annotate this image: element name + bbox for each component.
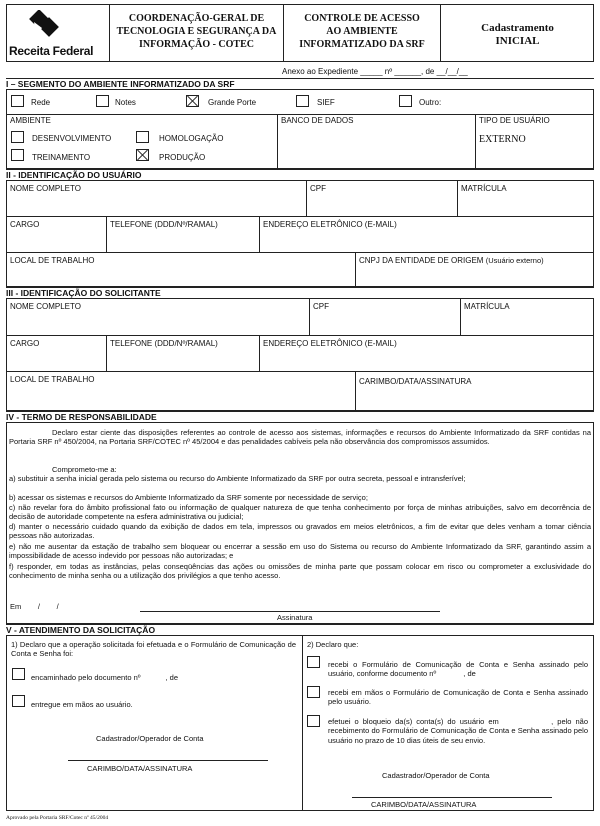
- usuario-cnpj-label: CNPJ DA ENTIDADE DE ORIGEM (Usuário externo): [359, 256, 544, 265]
- bloqueio-checkbox[interactable]: [307, 715, 320, 727]
- homologacao-checkbox[interactable]: [136, 131, 149, 143]
- banco-dados-label: BANCO DE DADOS: [281, 116, 354, 125]
- usuario-email-label: ENDEREÇO ELETRÔNICO (E-MAIL): [263, 220, 397, 229]
- left-signature-line: [68, 760, 268, 761]
- treinamento-checkbox[interactable]: [11, 149, 24, 161]
- grande-porte-label: Grande Porte: [208, 98, 257, 107]
- recebi-doc-checkbox[interactable]: [307, 656, 320, 668]
- section-3-box: [6, 298, 594, 411]
- solicitante-cargo-label: CARGO: [10, 339, 40, 348]
- atendimento-right-heading: 2) Declaro que:: [307, 640, 359, 649]
- recebi-doc-label: recebi o Formulário de Comunicação de Conta e Senha assinado pelo usuário, conforme documento nº , de: [328, 660, 591, 679]
- anexo-line: Anexo ao Expediente _____ nº ______, de __/__/__: [282, 67, 468, 76]
- outro-label: Outro:: [419, 98, 442, 107]
- desenvolvimento-checkbox[interactable]: [11, 131, 24, 143]
- left-cadastrador-label: Cadastrador/Operador de Conta: [96, 734, 204, 743]
- usuario-cpf-label: CPF: [310, 184, 326, 193]
- treinamento-label: TREINAMENTO: [32, 153, 91, 162]
- solicitante-email-label: ENDEREÇO ELETRÔNICO (E-MAIL): [263, 339, 397, 348]
- solicitante-cpf-label: CPF: [313, 302, 329, 311]
- grande-porte-checkbox[interactable]: [186, 95, 199, 107]
- right-signature-line: [352, 797, 552, 798]
- homologacao-label: HOMOLOGAÇÃO: [159, 134, 224, 143]
- usuario-nome-label: NOME COMPLETO: [10, 184, 81, 193]
- usuario-local-label: LOCAL DE TRABALHO: [10, 256, 95, 265]
- section-5-title: V - ATENDIMENTO DA SOLICITAÇÃO: [6, 624, 594, 636]
- termo-item-a: a) substituir a senha inicial gerada pelo sistema ou recurso do Ambiente Informatizado da SRF por outra secreta, pessoal e intransferível;: [9, 474, 466, 483]
- ambiente-label: AMBIENTE: [10, 116, 51, 125]
- solicitante-telefone-label: TELEFONE (DDD/Nº/RAMAL): [110, 339, 218, 348]
- section-2-box: [6, 180, 594, 287]
- termo-item-b: b) acessar os sistemas e recursos do Ambiente Informatizado da SRF somente por necessidade de serviço;: [9, 493, 368, 502]
- usuario-telefone-label: TELEFONE (DDD/Nº/RAMAL): [110, 220, 218, 229]
- recebi-maos-label: recebi em mãos o Formulário de Comunicação de Conta e Senha assinado pelo usuário.: [328, 688, 588, 707]
- assinatura-label: Assinatura: [277, 613, 313, 622]
- outro-checkbox[interactable]: [399, 95, 412, 107]
- usuario-cargo-label: CARGO: [10, 220, 40, 229]
- notes-checkbox[interactable]: [96, 95, 109, 107]
- cotec-title: COORDENAÇÃO-GERAL DE TECNOLOGIA E SEGURANÇA DA INFORMAÇÃO - COTEC: [116, 13, 277, 50]
- notes-label: Notes: [115, 98, 136, 107]
- termo-item-c: c) não revelar fora do âmbito profissional fato ou informação de qualquer natureza de que tenha conhecimento por força de minhas atribuições, salvo em decorrência de decisão de autoridade competente na esfera administrativa ou judicial;: [9, 503, 591, 522]
- controle-title: CONTROLE DE ACESSO AO AMBIENTE INFORMATIZADO DA SRF: [299, 13, 425, 50]
- cnpj-note: (Usuário externo): [485, 256, 544, 265]
- entregue-checkbox[interactable]: [12, 695, 25, 707]
- right-cadastrador-label: Cadastrador/Operador de Conta: [382, 771, 490, 780]
- left-carimbo-label: CARIMBO/DATA/ASSINATURA: [87, 764, 193, 773]
- bloqueio-label: efetuei o bloqueio da(s) conta(s) do usuário em , pelo não recebimento do Formulário de Comunicação de Conta e Senha assinado pelo usuário no prazo de 10 dias úteis de seu envio.: [328, 717, 591, 745]
- footer-note: Aprovado pela Portaria SRF/Cotec nº 45/2004: [6, 815, 109, 821]
- solicitante-nome-label: NOME COMPLETO: [10, 302, 81, 311]
- section-1-title: I – SEGMENTO DO AMBIENTE INFORMATIZADO DA SRF: [6, 78, 594, 90]
- sief-checkbox[interactable]: [296, 95, 309, 107]
- solicitante-matricula-label: MATRÍCULA: [464, 302, 510, 311]
- rede-label: Rede: [31, 98, 51, 107]
- solicitante-carimbo-label: CARIMBO/DATA/ASSINATURA: [359, 377, 472, 386]
- entregue-label: entregue em mãos ao usuário.: [31, 700, 133, 709]
- tipo-usuario-value: EXTERNO: [479, 134, 526, 145]
- right-carimbo-label: CARIMBO/DATA/ASSINATURA: [371, 800, 477, 809]
- sief-label: SIEF: [317, 98, 335, 107]
- termo-item-f: f) responder, em todas as instâncias, pelas conseqüências das ações ou omissões de minha parte que possam colocar em risco ou comprometer a exclusividade do conhecimento de minha senha ou a utilização dos privilégios a que tenho acesso.: [9, 562, 591, 581]
- section-3-title: III - IDENTIFICAÇÃO DO SOLICITANTE: [6, 287, 594, 299]
- solicitante-local-label: LOCAL DE TRABALHO: [10, 375, 95, 384]
- tipo-usuario-label: TIPO DE USUÁRIO: [479, 116, 550, 125]
- usuario-matricula-label: MATRÍCULA: [461, 184, 507, 193]
- assinatura-line: [140, 611, 440, 612]
- producao-label: PRODUÇÃO: [159, 153, 206, 162]
- receita-federal-logo-icon: [24, 10, 64, 44]
- em-date-line: Em / /: [10, 602, 59, 611]
- encaminhado-checkbox[interactable]: [12, 668, 25, 680]
- recebi-maos-checkbox[interactable]: [307, 686, 320, 698]
- producao-checkbox[interactable]: [136, 149, 149, 161]
- cadastramento-title: Cadastramento INICIAL: [481, 22, 554, 47]
- termo-item-d: d) manter o necessário cuidado quando da exibição de dados em tela, impressos ou gravados em meios eletrônicos, a fim de evitar que deles venham a tomar ciência pessoas não autorizadas.: [9, 522, 591, 541]
- section-2-title: II - IDENTIFICAÇÃO DO USUÁRIO: [6, 169, 594, 181]
- rede-checkbox[interactable]: [11, 95, 24, 107]
- desenvolvimento-label: DESENVOLVIMENTO: [32, 134, 112, 143]
- section-4-title: IV - TERMO DE RESPONSABILIDADE: [6, 411, 594, 423]
- comprometo-label: Comprometo-me a:: [52, 465, 117, 474]
- logo-text: Receita Federal: [9, 44, 94, 58]
- atendimento-left-heading: 1) Declaro que a operação solicitada foi efetuada e o Formulário de Comunicação de Conta e Senha foi:: [11, 640, 296, 659]
- termo-intro: Declaro estar ciente das disposições referentes ao controle de acesso aos sistemas, informações e recursos do Ambiente Informatizado da SRF contidas na Portaria SRF nº 450/2004, na Portaria SRF/COTEC nº 45/2004 e das penalidades cabíveis pela não observância dos compromissos assumidos.: [9, 428, 591, 447]
- termo-item-e: e) não me ausentar da estação de trabalho sem bloquear ou encerrar a sessão em uso do Sistema ou recurso do Ambiente Informatizado da SRF, garantindo assim a impossibilidade de acesso indevido por pessoas não autorizadas; e: [9, 542, 591, 561]
- encaminhado-label: encaminhado pelo documento nº , de: [31, 673, 178, 682]
